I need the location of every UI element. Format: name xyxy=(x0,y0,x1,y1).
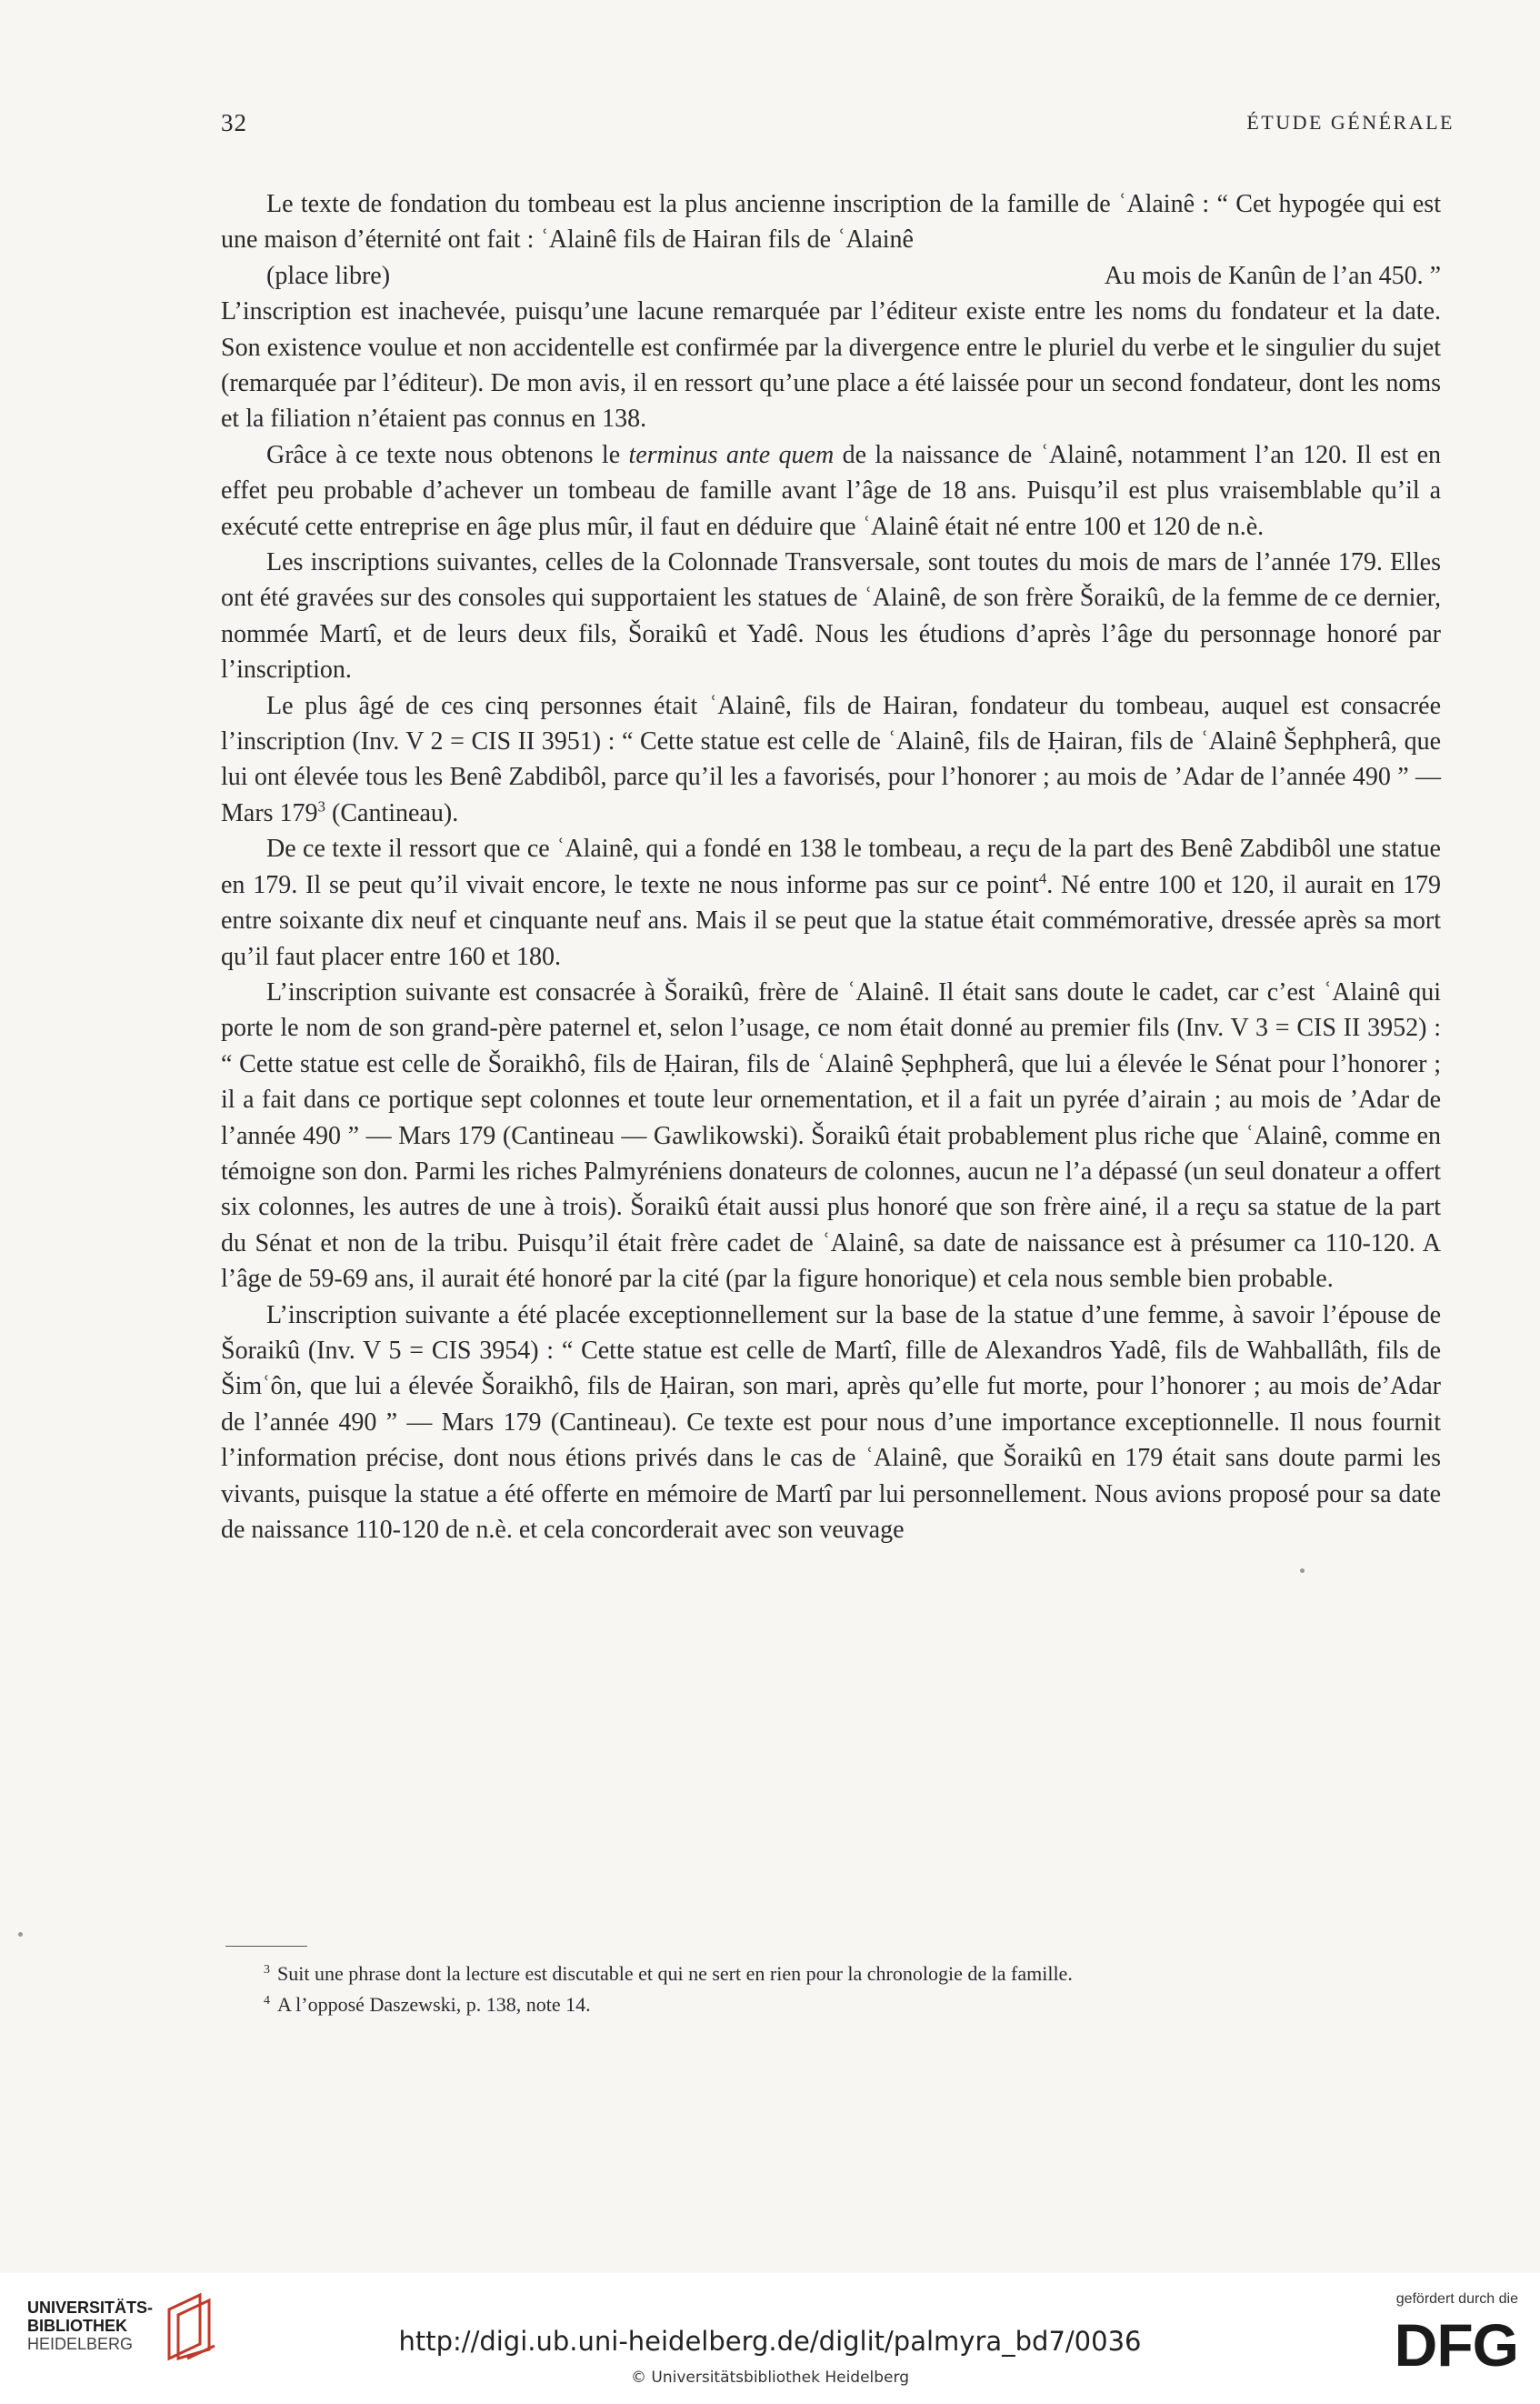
copyright-notice: © Universitätsbibliothek Heidelberg xyxy=(630,2369,909,2387)
inscription-quote-line xyxy=(221,258,1441,294)
source-url-link[interactable]: http://digi.ub.uni-heidelberg.de/diglit/palmyra_bd7/0036 xyxy=(398,2326,1142,2357)
dfg-logo-block[interactable] xyxy=(1364,2291,1518,2391)
footnote-ref-3[interactable]: 3 xyxy=(317,797,326,816)
paragraph-foundation-analysis: L’inscription est inachevée, puisqu’une lacune remarquée par l’éditeur existe entre les noms du fondateur et la date. Son existence voulue et non accidentelle est confirmée par la divergence entre le pluriel du verbe et le singulier du sujet (remarquée par l’éditeur). De mon avis, il en ressort qu’une place a été laissée pour un second fondateur, dont les noms et la filiation n’étaient pas connus en 138. xyxy=(221,297,1441,434)
stray-dot xyxy=(18,1932,23,1937)
footnote-mark: 4 xyxy=(264,1993,270,2008)
paragraph-alaine-inscription xyxy=(221,688,1441,832)
library-name-line: UNIVERSITÄTS- xyxy=(27,2299,154,2317)
footnote-4 xyxy=(264,1989,1445,2020)
terminus-text-after: de la naissance de ʿAlainê, notamment l’an 120. Il est en effet peu probable d’achever un tombeau de famille avant l’âge de 18 ans. Puisqu’il est plus vraisemblable qu’il a exécuté cette entreprise en âge plus mûr, il faut en déduire que ʿAlainê était né entre 100 et 120 de n.è. xyxy=(221,440,1442,541)
footnote-3 xyxy=(264,1958,1445,1989)
alaine-statue-before: De ce texte il ressort que ce ʿAlainê, qui a fondé en 138 le tombeau, a reçu de la part des Benê Zabdibôl une statue en 179. Il se peut qu’il vivait encore, le texte ne nous informe pas sur ce point xyxy=(221,835,1441,899)
footnote-ref-4[interactable]: 4 xyxy=(1038,869,1047,887)
footnote-text: Suit une phrase dont la lecture est discutable et qui ne sert en rien pour la chronologie de la famille. xyxy=(277,1962,1073,1985)
dfg-logo: DFG xyxy=(1394,2311,1518,2379)
alaine-statue-after: . Né entre 100 et 120, il aurait en 179 entre soixante dix neuf et cinquante neuf ans. Mais il se peut que la statue était commémorative, dressée après sa mort qu’il faut placer entre 160 et 180. xyxy=(221,870,1441,971)
terminus-text-before: Grâce à ce texte nous obtenons le xyxy=(266,440,629,469)
dfg-caption: gefördert durch die xyxy=(1395,2291,1518,2307)
footnote-mark: 3 xyxy=(264,1962,270,1977)
paragraph-marti: L’inscription suivante a été placée exceptionnellement sur la base de la statue d’une femme, à savoir l’épouse de Šoraikû (Inv. V 5 = CIS 3954) : “ Cette statue est celle de Martî, fille de Alexandros Yadê, fils de Wahballâth, fils de Šimʿôn, que lui a élevée Šoraikhô, fils de Ḥairan, son mari, après qu’elle fut morte, pour l’honorer ; au mois de’Adar de l’année 490 ” — Mars 179 (Cantineau). Ce texte est pour nous d’une importance exceptionnelle. Il nous fournit l’information précise, dont nous étions privés dans le cas de ʿAlainê, que Šoraikû en 179 était sans doute parmi les vivants, puisque la statue a été offerte en mémoire de Martî par lui personnellement. Nous avions proposé pour sa date de naissance 110-120 de n.è. et cela concorderait avec son veuvage xyxy=(221,1300,1441,1545)
page-number: 32 xyxy=(221,109,247,136)
terminus-italic: terminus ante quem xyxy=(628,440,835,469)
library-name-line: BIBLIOTHEK xyxy=(27,2317,127,2335)
quote-blank-space: (place libre) xyxy=(266,261,391,290)
quote-date: Au mois de Kanûn de l’an 450. ” xyxy=(1104,261,1441,290)
running-title: ÉTUDE GÉNÉRALE xyxy=(1246,111,1455,134)
paragraph-colonnade: Les inscriptions suivantes, celles de la Colonnade Transversale, sont toutes du mois de mars de l’année 179. Elles ont été gravées sur des consoles qui supportaient les statues de ʿAlainê, de son frère Šoraikû, de la femme de ce dernier, nommée Martî, et de leurs deux fils, Šoraikû et Yadê. Nous les étudions d’après l’âge du personnage honoré par l’inscription. xyxy=(221,548,1441,685)
stray-dot xyxy=(1300,1568,1305,1573)
alaine-inscription-text: Le plus âgé de ces cinq personnes était ʿAlainê, fils de Hairan, fondateur du tombeau, auquel est consacrée l’inscription (Inv. V 2 = CIS II 3951) : “ Cette statue est celle de ʿAlainê, fils de Ḥairan, fils de ʿAlainê Šephpherâ, que lui ont élevée tous les Benê Zabdibôl, parce qu’il les a favorisés, pour l’honorer ; au mois de ’Adar de l’année 490 ” — Mars 179 xyxy=(221,691,1441,827)
body-text xyxy=(221,186,1441,1548)
alaine-inscription-after: (Cantineau). xyxy=(325,798,459,827)
paragraph-soraiku: L’inscription suivante est consacrée à Šoraikû, frère de ʿAlainê. Il était sans doute le cadet, car c’est ʿAlainê qui porte le nom de son grand-père paternel et, selon l’usage, ce nom était donné au premier fils (Inv. V 3 = CIS II 3952) : “ Cette statue est celle de Šoraikhô, fils de Ḥairan, fils de ʿAlainê Ṣephpherâ, que lui a élevée le Sénat pour l’honorer ; il a fait dans ce portique sept colonnes et toute leur ornementation, et il a fait un pyrée d’airain ; au mois de ’Adar de l’année 490 ” — Mars 179 (Cantineau — Gawlikowski). Šoraikû était probablement plus riche que ʿAlainê, comme en témoigne son don. Parmi les riches Palmyréniens donateurs de colonnes, aucun ne l’a dépassé (un seul donateur a offert six colonnes, les autres de une à trois). Šoraikû était aussi plus honoré que son frère ainé, il a reçu sa statue de la part du Sénat et non de la tribu. Puisqu’il était frère cadet de ʿAlainê, sa date de naissance est à présumer ca 110-120. A l’âge de 59-69 ans, il aurait été honoré par la cité (par la figure honorique) et cela nous semble bien probable. xyxy=(221,977,1441,1294)
page-header xyxy=(221,109,1455,145)
footnotes xyxy=(264,1958,1445,2020)
footnote-text: A l’opposé Daszewski, p. 138, note 14. xyxy=(277,1993,591,2016)
paragraph-terminus xyxy=(221,437,1441,545)
library-name-line: HEIDELBERG xyxy=(27,2335,134,2353)
footnote-rule xyxy=(225,1946,307,1947)
paragraph-alaine-statue xyxy=(221,831,1441,975)
paragraph-foundation-text: Le texte de fondation du tombeau est la plus ancienne inscription de la famille de ʿAlainê : “ Cet hypogée qui est une maison d’éternité ont fait : ʿAlainê fils de Hairan fils de ʿAlainê xyxy=(221,190,1441,255)
